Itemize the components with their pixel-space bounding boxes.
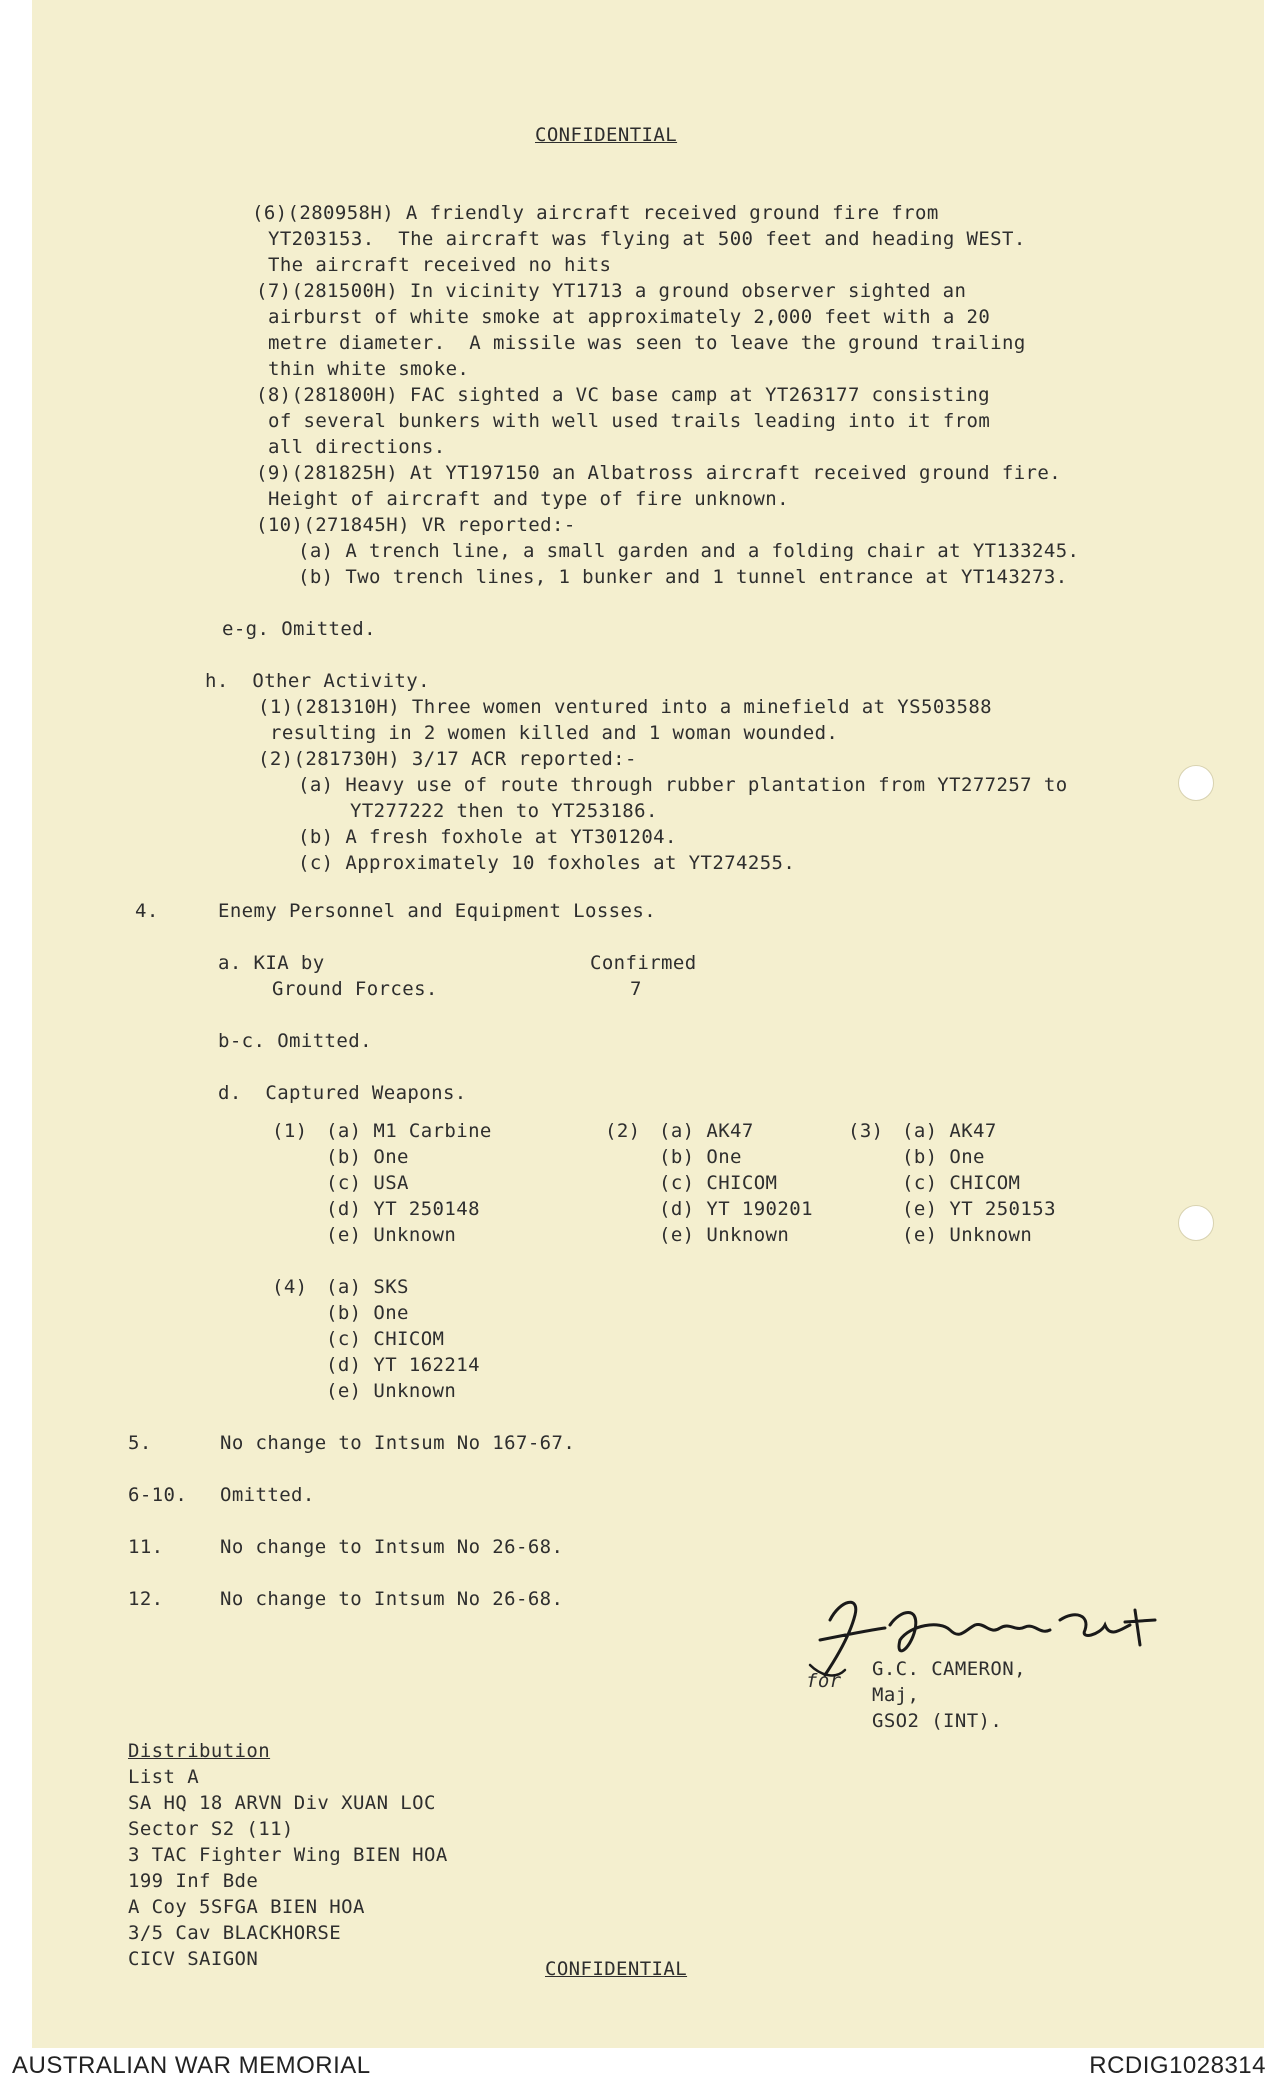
weapon-detail: (a) AK47	[902, 1120, 997, 1142]
classification-footer: CONFIDENTIAL	[545, 1958, 688, 1980]
weapon-detail: (c) CHICOM	[902, 1172, 1021, 1194]
section-3-line: The aircraft received no hits	[268, 254, 612, 276]
confirmed-label: Confirmed	[590, 952, 697, 974]
weapon-detail: (e) Unknown	[659, 1224, 790, 1246]
distribution-line: List A	[128, 1766, 200, 1788]
weapon-detail: (b) One	[326, 1302, 409, 1324]
weapon-detail: (d) YT 250148	[326, 1198, 480, 1220]
section-4-heading: Enemy Personnel and Equipment Losses.	[218, 900, 657, 922]
other-activity-line: (b) A fresh foxhole at YT301204.	[298, 826, 677, 848]
weapon-detail: (e) Unknown	[326, 1224, 457, 1246]
section-3-line: metre diameter. A missile was seen to leave the ground trailing	[268, 332, 1026, 354]
other-activity-heading: h. Other Activity.	[205, 670, 430, 692]
weapon-detail: (d) YT 162214	[326, 1354, 480, 1376]
weapon-detail: (a) SKS	[326, 1276, 409, 1298]
weapon-detail: (b) One	[902, 1146, 985, 1168]
other-activity-line: YT277222 then to YT253186.	[350, 800, 658, 822]
paragraph-number: 11.	[128, 1536, 164, 1558]
section-3-line: (8)(281800H) FAC sighted a VC base camp at YT263177 consisting	[256, 384, 991, 406]
section-3-line: (b) Two trench lines, 1 bunker and 1 tunnel entrance at YT143273.	[298, 566, 1068, 588]
section-3-line: thin white smoke.	[268, 358, 470, 380]
section-3-line: of several bunkers with well used trails leading into it from	[268, 410, 991, 432]
other-activity-line: (a) Heavy use of route through rubber plantation from YT277257 to	[298, 774, 1068, 796]
archive-footer-left: AUSTRALIAN WAR MEMORIAL	[12, 2052, 371, 2079]
section-3-line: Height of aircraft and type of fire unknown.	[268, 488, 789, 510]
other-activity-line: (1)(281310H) Three women ventured into a minefield at YS503588	[258, 696, 993, 718]
paragraph-number: 5.	[128, 1432, 152, 1454]
other-activity-line: resulting in 2 women killed and 1 woman wounded.	[270, 722, 839, 744]
section-3-eg: e-g. Omitted.	[222, 618, 376, 640]
weapon-number: (3)	[848, 1120, 884, 1142]
signatory-rank: Maj,	[872, 1684, 920, 1706]
weapon-detail: (e) YT 250153	[902, 1198, 1056, 1220]
section-3-line: airburst of white smoke at approximately 2,000 feet with a 20	[268, 306, 991, 328]
signatory-appointment: GSO2 (INT).	[872, 1710, 1003, 1732]
weapon-number: (4)	[272, 1276, 308, 1298]
section-3-line: (6)(280958H) A friendly aircraft received ground fire from	[252, 202, 939, 224]
paragraph-text: Omitted.	[220, 1484, 315, 1506]
weapon-detail: (d) YT 190201	[659, 1198, 813, 1220]
other-activity-line: (c) Approximately 10 foxholes at YT274255.	[298, 852, 796, 874]
signature-for: for	[806, 1670, 842, 1692]
distribution-line: 3 TAC Fighter Wing BIEN HOA	[128, 1844, 448, 1866]
paragraph-number: 12.	[128, 1588, 164, 1610]
section-4-number: 4.	[135, 900, 159, 922]
signatory-name: G.C. CAMERON,	[872, 1658, 1026, 1680]
kia-label-2: Ground Forces.	[272, 978, 438, 1000]
classification-header: CONFIDENTIAL	[535, 124, 678, 146]
weapon-detail: (a) AK47	[659, 1120, 754, 1142]
weapon-detail: (c) CHICOM	[326, 1328, 445, 1350]
section-3-line: (9)(281825H) At YT197150 an Albatross aircraft received ground fire.	[256, 462, 1062, 484]
distribution-line: Sector S2 (11)	[128, 1818, 294, 1840]
distribution-line: 199 Inf Bde	[128, 1870, 259, 1892]
section-3-line: (a) A trench line, a small garden and a folding chair at YT133245.	[298, 540, 1080, 562]
kia-label-1: a. KIA by	[218, 952, 325, 974]
paragraph-text: No change to Intsum No 167-67.	[220, 1432, 576, 1454]
confirmed-value: 7	[630, 978, 642, 1000]
section-4-bc: b-c. Omitted.	[218, 1030, 372, 1052]
archive-footer-right: RCDIG1028314	[1089, 2052, 1266, 2079]
distribution-line: 3/5 Cav BLACKHORSE	[128, 1922, 342, 1944]
weapon-number: (1)	[272, 1120, 308, 1142]
weapon-detail: (a) M1 Carbine	[326, 1120, 492, 1142]
weapon-detail: (c) CHICOM	[659, 1172, 778, 1194]
paragraph-text: No change to Intsum No 26-68.	[220, 1588, 564, 1610]
section-3-line: (7)(281500H) In vicinity YT1713 a ground observer sighted an	[256, 280, 967, 302]
captured-weapons-heading: d. Captured Weapons.	[218, 1082, 467, 1104]
other-activity-line: (2)(281730H) 3/17 ACR reported:-	[258, 748, 637, 770]
weapon-detail: (e) Unknown	[326, 1380, 457, 1402]
distribution-line: A Coy 5SFGA BIEN HOA	[128, 1896, 365, 1918]
section-3-line: (10)(271845H) VR reported:-	[256, 514, 576, 536]
distribution-line: CICV SAIGON	[128, 1948, 259, 1970]
weapon-detail: (e) Unknown	[902, 1224, 1033, 1246]
weapon-detail: (b) One	[326, 1146, 409, 1168]
weapon-detail: (b) One	[659, 1146, 742, 1168]
weapon-number: (2)	[605, 1120, 641, 1142]
paragraph-number: 6-10.	[128, 1484, 188, 1506]
weapon-detail: (c) USA	[326, 1172, 409, 1194]
distribution-heading: Distribution	[128, 1740, 271, 1762]
paragraph-text: No change to Intsum No 26-68.	[220, 1536, 564, 1558]
section-3-line: all directions.	[268, 436, 446, 458]
distribution-line: SA HQ 18 ARVN Div XUAN LOC	[128, 1792, 436, 1814]
section-3-line: YT203153. The aircraft was flying at 500 feet and heading WEST.	[268, 228, 1026, 250]
